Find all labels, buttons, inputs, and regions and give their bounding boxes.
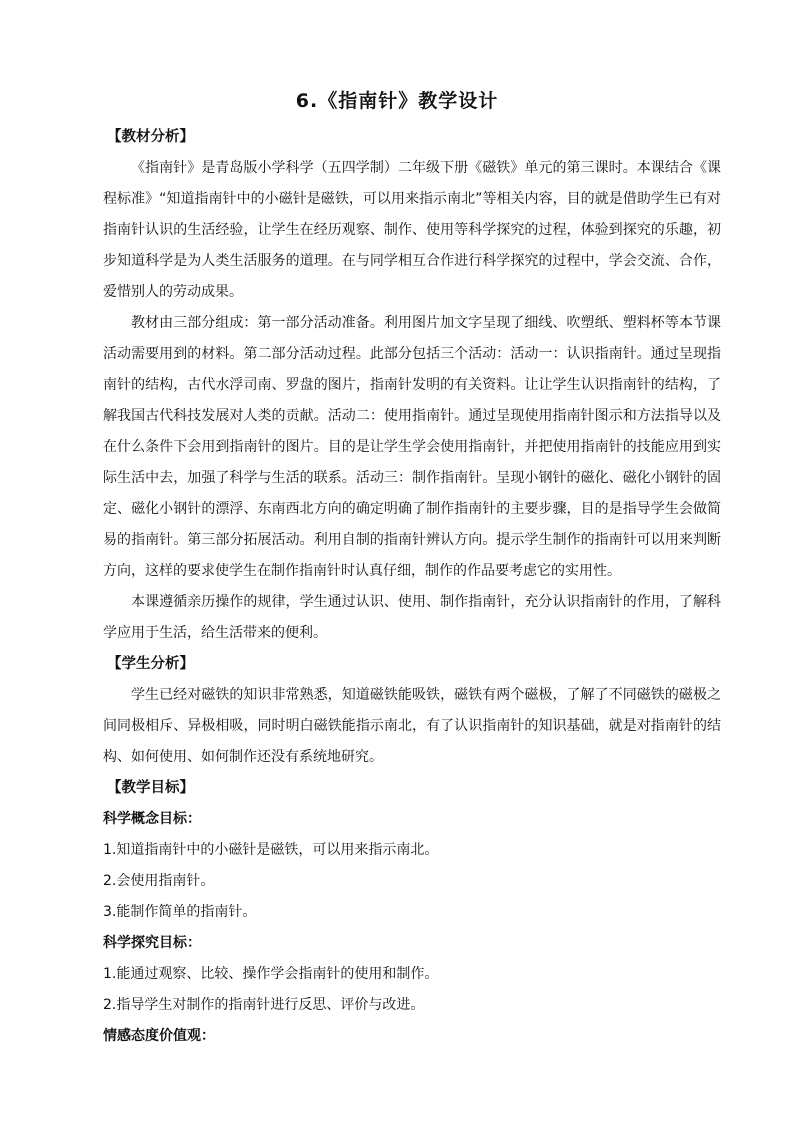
- concept-goal-item: 3.能制作简单的指南针。: [103, 904, 257, 920]
- material-analysis-paragraph: 《指南针》是青岛版小学科学（五四学制）二年级下册《磁铁》单元的第三课时。本课结合《课程标准》“知道指南针中的小磁针是磁铁，可以用来指示南北”等相关内容，目的就是借助学生已有对指南针认识的生活经验，让学生在经历观察、制作、使用等科学探究的过程，体验到探究的乐趣，初步知道科学是为人类生活服务的道理。在与同学相互合作进行科学探究的过程中，学会交流、合作，爱惜别人的劳动成果。: [103, 160, 721, 300]
- inquiry-goal-item: 2.指导学生对制作的指南针进行反思、评价与改进。: [103, 997, 425, 1013]
- student-analysis-heading: 【学生分析】: [107, 656, 194, 672]
- concept-goal-item: 1.知道指南针中的小磁针是磁铁，可以用来指示南北。: [103, 842, 439, 858]
- material-analysis-paragraph: 本课遵循亲历操作的规律，学生通过认识、使用、制作指南针，充分认识指南针的作用，了解科学应用于生活，给生活带来的便利。: [103, 594, 721, 641]
- material-analysis-paragraph: 教材由三部分组成：第一部分活动准备。利用图片加文字呈现了细线、吹塑纸、塑料杯等本节课活动需要用到的材料。第二部分活动过程。此部分包括三个活动：活动一：认识指南针。通过呈现指南针的结构，古代水浮司南、罗盘的图片，指南针发明的有关资料。让让学生认识指南针的结构，了解我国古代科技发展对人类的贡献。活动二：使用指南针。通过呈现使用指南针图示和方法指导以及在什么条件下会用到指南针的图片。目的是让学生学会使用指南针，并把使用指南针的技能应用到实际生活中去，加强了科学与生活的联系。活动三：制作指南针。呈现小钢针的磁化、磁化小钢针的固定、磁化小钢针的漂浮、东南西北方向的确定明确了制作指南针的主要步骤，目的是指导学生会做简易的指南针。第三部分拓展活动。利用自制的指南针辨认方向。提示学生制作的指南针可以用来判断方向，这样的要求使学生在制作指南针时认真仔细，制作的作品要考虑它的实用性。: [103, 315, 721, 579]
- attitude-goals-heading: 情感态度价值观：: [103, 1028, 215, 1044]
- inquiry-goal-item: 1.能通过观察、比较、操作学会指南针的使用和制作。: [103, 966, 439, 982]
- document-body: [103, 122, 721, 1052]
- material-analysis-heading: 【教材分析】: [107, 129, 194, 145]
- student-analysis-paragraph: 学生已经对磁铁的知识非常熟悉，知道磁铁能吸铁，磁铁有两个磁极，了解了不同磁铁的磁极之间同极相斥、异极相吸，同时明白磁铁能指示南北，有了认识指南针的知识基础，就是对指南针的结构、如何使用、如何制作还没有系统地研究。: [103, 687, 721, 765]
- document-title: 6.《指南针》教学设计: [295, 90, 499, 112]
- concept-goal-item: 2.会使用指南针。: [103, 873, 215, 889]
- concept-goals-heading: 科学概念目标：: [103, 811, 201, 827]
- teaching-goals-heading: 【教学目标】: [107, 780, 194, 796]
- inquiry-goals-heading: 科学探究目标：: [103, 935, 201, 951]
